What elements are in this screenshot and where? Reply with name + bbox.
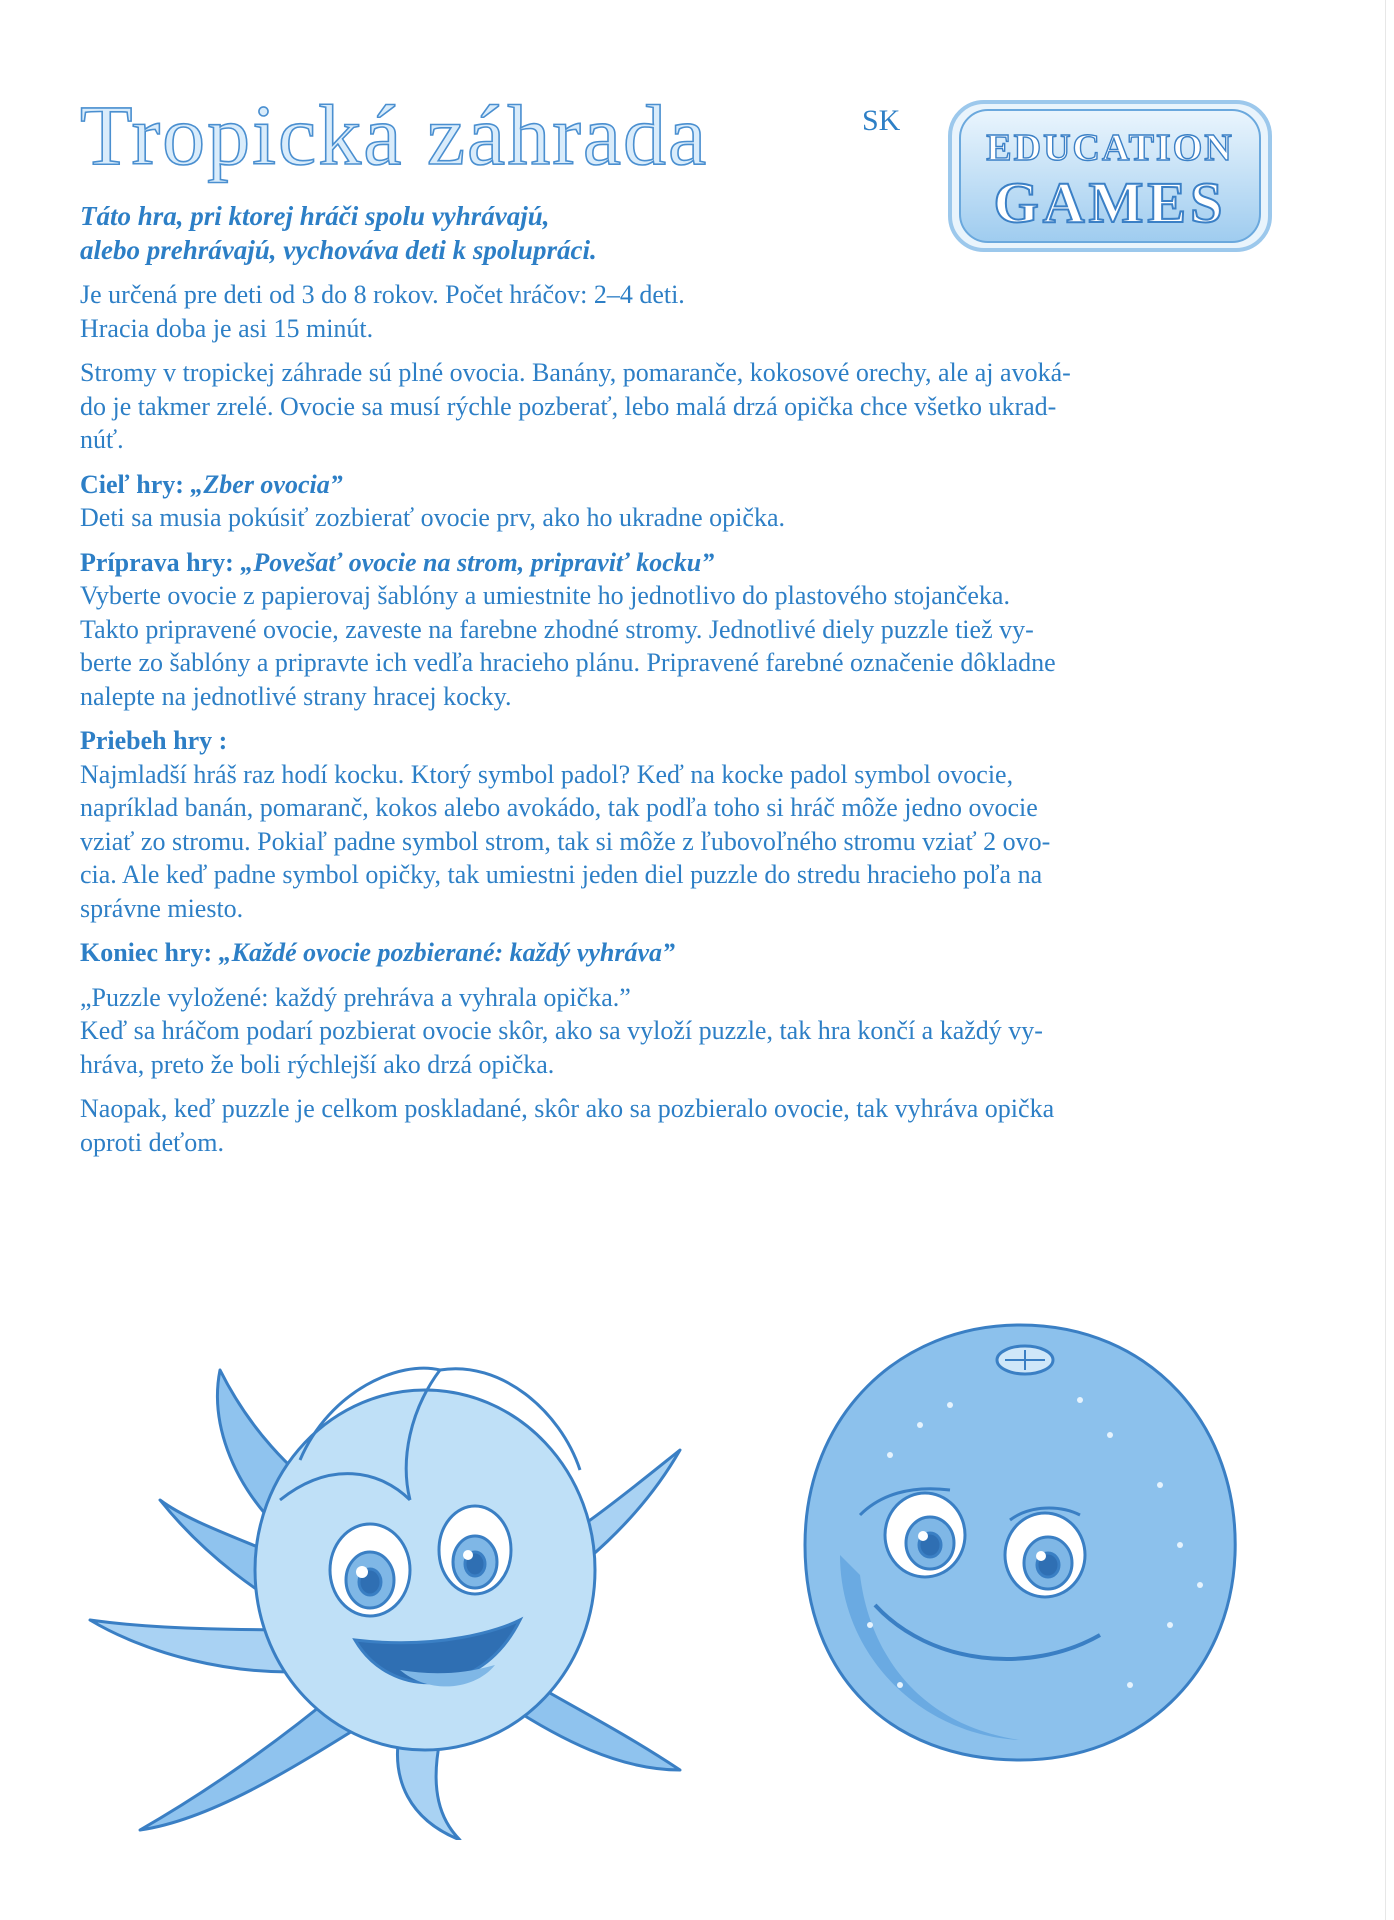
info-paragraph: [80, 278, 1260, 345]
info-line1: Je určená pre deti od 3 do 8 rokov. Počet hráčov: 2–4 deti.: [80, 280, 685, 309]
page-title: Tropická záhrada: [80, 87, 709, 183]
play-line2: napríklad banán, pomaranč, kokos alebo avokádo, tak podľa toho si hráč môže jedno ovocie: [80, 793, 1038, 822]
rules-text: [80, 200, 1260, 1170]
prep-line2: Takto pripravené ovocie, zaveste na farebne zhodné stromy. Jednotlivé diely puzzle tiež vy-: [80, 614, 1034, 644]
logo-line2: GAMES: [993, 170, 1227, 235]
info-line2: Hracia doba je asi 15 minút.: [80, 313, 374, 343]
prep-line1: Vyberte ovocie z papierovaj šablóny a umiestnite ho jednotlivo do plastového stojančeka.: [80, 581, 1010, 610]
goal-text: Deti sa musia pokúsiť zozbierať ovocie prv, ako ho ukradne opička.: [80, 503, 785, 532]
end-title: „Každé ovocie pozbierané: každý vyhráva”: [218, 938, 676, 967]
prep-label: Príprava hry:: [80, 547, 241, 577]
end-paragraph: [80, 981, 1260, 1082]
end-line3: hráva, preto že boli rýchlejší ako drzá opička.: [80, 1049, 555, 1079]
story-paragraph: [80, 356, 1260, 457]
end-paragraph-2: [80, 1092, 1260, 1159]
play-line3: vziať zo stromu. Pokiaľ padne symbol strom, tak si môže z ľubovoľného stromu vziať 2 ovo-: [80, 826, 1051, 856]
goal-section: [80, 468, 1260, 535]
orange-illustration: [780, 1305, 1260, 1775]
prep-title: „Povešať ovocie na strom, pripraviť kocku”: [240, 547, 715, 577]
prep-heading: [80, 548, 714, 577]
left-eye: [330, 1524, 410, 1616]
intro: [80, 200, 1260, 267]
end-line4: Naopak, keď puzzle je celkom poskladané, skôr ako sa pozbieralo ovocie, tak vyhráva opička: [80, 1094, 1055, 1123]
right-eye: [439, 1506, 511, 1594]
end-line5: oproti deťom.: [80, 1127, 224, 1157]
play-heading: Priebeh hry :: [80, 726, 228, 755]
play-line4: cia. Ale keď padne symbol opičky, tak umiestni jeden diel puzzle do stredu hracieho poľa na: [80, 860, 1043, 889]
end-line1: „Puzzle vyložené: každý prehráva a vyhrala opička.”: [80, 982, 631, 1012]
intro-line2: alebo prehrávajú, vychováva deti k spolupráci.: [80, 234, 597, 265]
end-line2: Keď sa hráčom podarí pozbierat ovocie skôr, ako sa vyloží puzzle, tak hra končí a každý vy-: [80, 1016, 1043, 1045]
goal-label: Cieľ hry:: [80, 469, 191, 499]
prep-line3: berte zo šablóny a pripravte ich vedľa hracieho plánu. Pripravené farebné označenie dôkladne: [80, 648, 1056, 677]
play-line1: Najmladší hráš raz hodí kocku. Ktorý symbol padol? Keď na kocke padol symbol ovocie,: [80, 759, 1014, 789]
language-code: SK: [862, 104, 901, 137]
story-line1: Stromy v tropickej záhrade sú plné ovocia. Banány, pomaranče, kokosové orechy, ale aj avoká-: [80, 358, 1071, 387]
orange-right-eye: [1005, 1513, 1085, 1597]
story-line3: núť.: [80, 425, 124, 454]
prep-line4: nalepte na jednotlivé strany hracej kocky.: [80, 681, 512, 711]
play-section: [80, 724, 1260, 925]
prep-section: [80, 546, 1260, 714]
logo-line1: EDUCATION: [986, 127, 1234, 169]
play-line5: správne miesto.: [80, 893, 244, 923]
end-heading-paragraph: [80, 936, 1260, 970]
story-line2: do je takmer zrelé. Ovocie sa musí rýchle pozberať, lebo malá drzá opička chce všetko ukrad-: [80, 391, 1057, 421]
goal-title: „Zber ovocia”: [190, 469, 343, 499]
goal-heading: [80, 470, 343, 499]
page-edge: [1385, 0, 1386, 1920]
end-heading: [80, 938, 675, 967]
end-label: Koniec hry:: [80, 938, 219, 967]
orange-left-eye: [885, 1493, 965, 1577]
intro-line1: Táto hra, pri ktorej hráči spolu vyhrávajú,: [80, 201, 550, 231]
peeled-fruit-illustration: [80, 1300, 720, 1840]
